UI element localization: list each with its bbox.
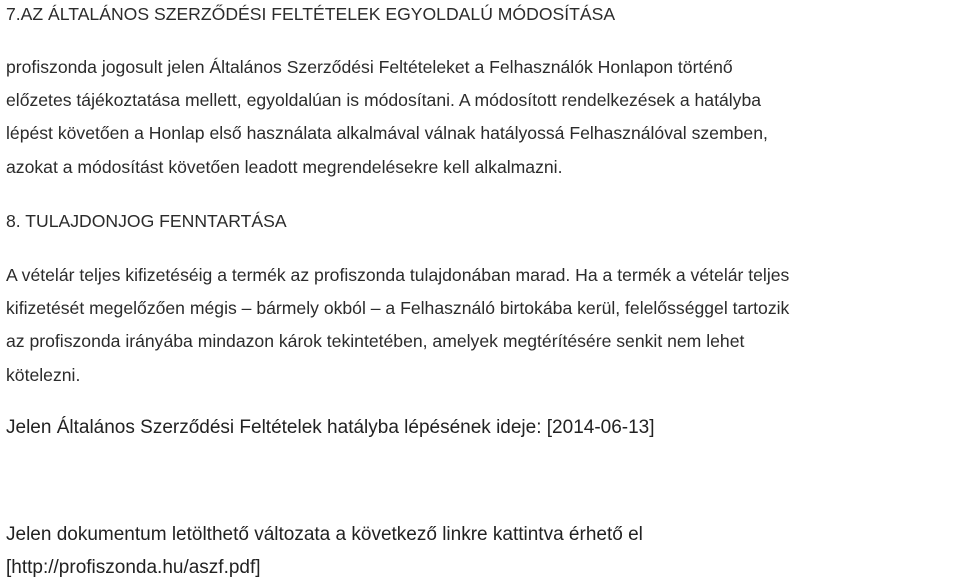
section-8-heading: 8. TULAJDONJOG FENNTARTÁSA bbox=[6, 211, 287, 231]
effective-date: Jelen Általános Szerződési Feltételek hatályba lépésének ideje: [2014-06-13] bbox=[6, 417, 655, 438]
section-8-line-3: az profiszonda irányába mindazon károk tekintetében, amelyek megtérítésére senkit nem lehet bbox=[6, 331, 745, 351]
section-7-line-2: előzetes tájékoztatása mellett, egyoldalúan is módosítani. A módosított rendelkezések a hatályba bbox=[6, 90, 762, 110]
section-8-line-4: kötelezni. bbox=[6, 365, 81, 385]
download-text: Jelen dokumentum letölthető változata a következő linkre kattintva érhető el bbox=[6, 524, 643, 545]
section-7-line-1: profiszonda jogosult jelen Általános Szerződési Feltételeket a Felhasználók Honlapon történő bbox=[6, 57, 733, 77]
section-8-line-2: kifizetését megelőzően mégis – bármely okból – a Felhasználó birtokába kerül, felelősséggel tartozik bbox=[6, 298, 790, 318]
section-7-heading: 7.AZ ÁLTALÁNOS SZERZŐDÉSI FELTÉTELEK EGYOLDALÚ MÓDOSÍTÁSA bbox=[6, 4, 616, 24]
download-link[interactable]: [http://profiszonda.hu/aszf.pdf] bbox=[6, 557, 261, 578]
section-7-line-3: lépést követően a Honlap első használata alkalmával válnak hatályossá Felhasználóval szemben, bbox=[6, 123, 768, 143]
section-7-line-4: azokat a módosítást követően leadott megrendelésekre kell alkalmazni. bbox=[6, 157, 563, 177]
section-8-line-1: A vételár teljes kifizetéséig a termék az profiszonda tulajdonában marad. Ha a termék a vételár teljes bbox=[6, 265, 790, 285]
